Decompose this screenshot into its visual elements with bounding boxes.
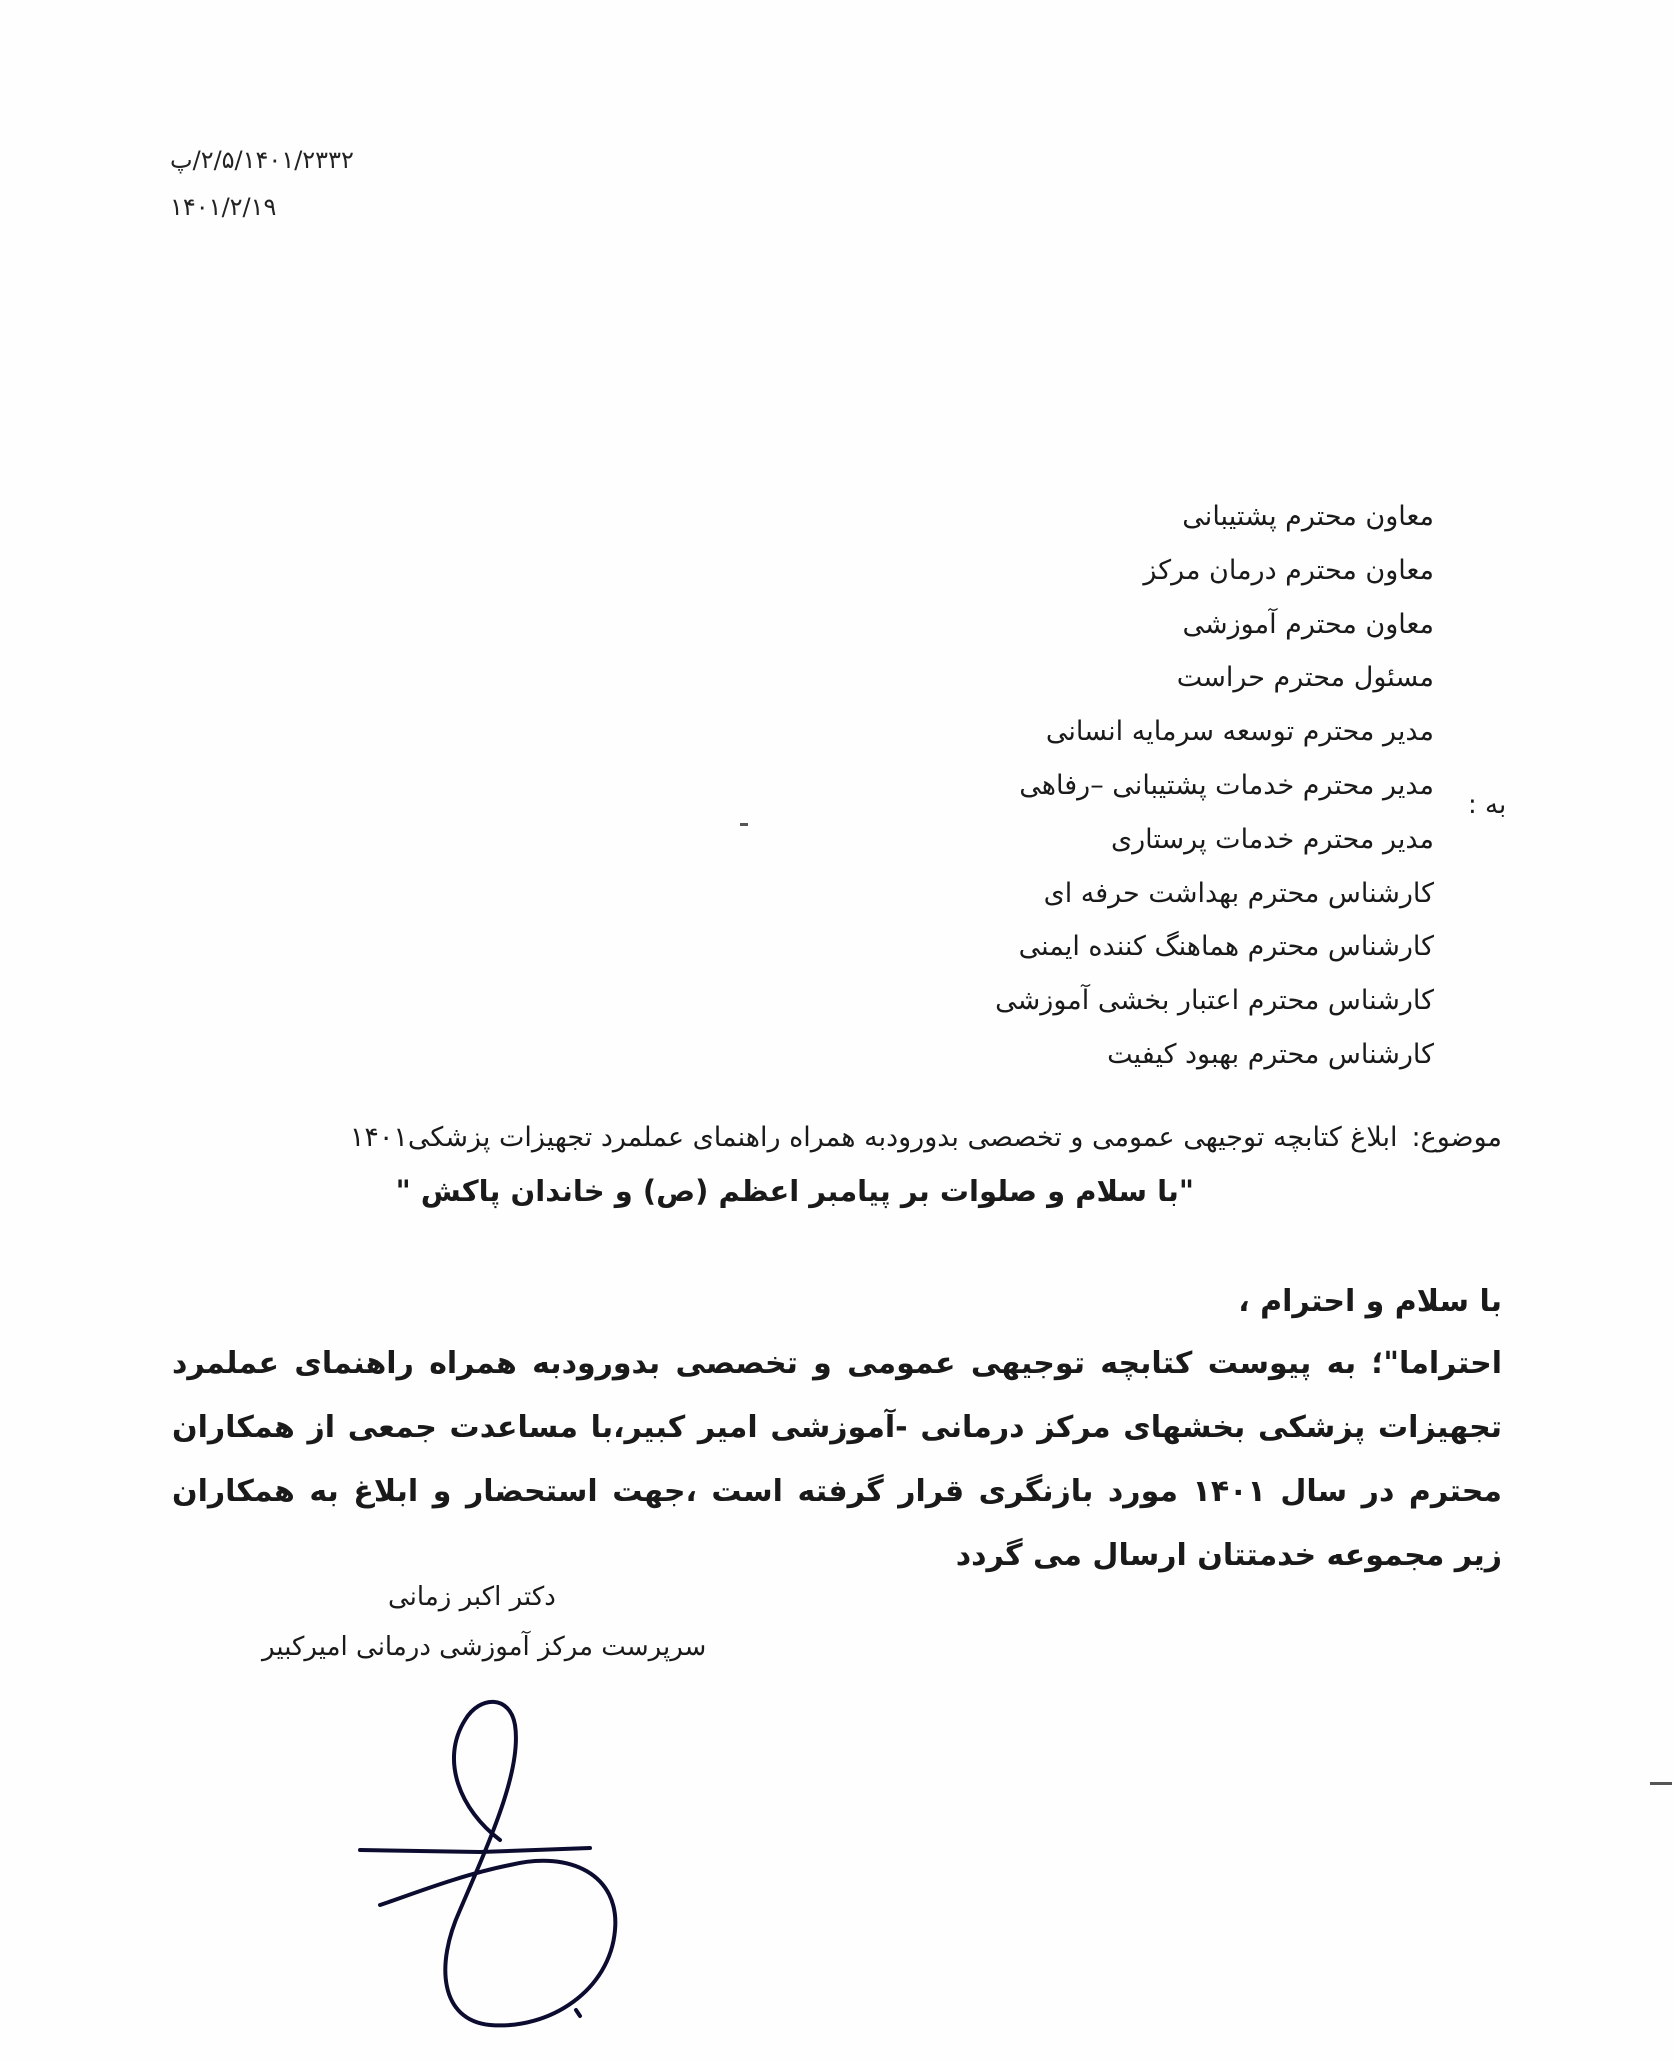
recipient-item: مسئول محترم حراست — [1176, 662, 1434, 694]
letter-date: ۱۴۰۱/۲/۱۹ — [170, 193, 277, 221]
recipient-item: معاون محترم پشتیبانی — [1182, 501, 1434, 532]
recipient-item: کارشناس محترم بهبود کیفیت — [1107, 1038, 1434, 1070]
subject-label: موضوع: — [1411, 1122, 1502, 1153]
handwritten-signature — [340, 1690, 660, 2040]
scan-artifact — [740, 823, 748, 826]
religious-salutation: "با سلام و صلوات بر پیامبر اعظم (ص) و خاندان پاکش " — [395, 1174, 1194, 1208]
reference-number: ۲/۵/۱۴۰۱/۲۳۳۲/پ — [170, 146, 354, 174]
recipient-item: مدیر محترم توسعه سرمایه انسانی — [1045, 716, 1434, 748]
recipient-item: کارشناس محترم بهداشت حرفه ای — [1043, 877, 1434, 909]
subject-text: ابلاغ کتابچه توجیهی عمومی و تخصصی بدورودبه همراه راهنمای عملمرد تجهیزات پزشکی۱۴۰۱ — [349, 1122, 1398, 1153]
recipient-item: معاون محترم درمان مرکز — [1143, 554, 1434, 586]
signatory-name: دکتر اکبر زمانی — [388, 1582, 556, 1612]
recipient-list — [995, 490, 1434, 1082]
recipient-item: معاون محترم آموزشی — [1182, 608, 1434, 640]
recipient-item: کارشناس محترم اعتبار بخشی آموزشی — [995, 985, 1434, 1017]
subject-line — [350, 1122, 1502, 1153]
to-label: به : — [1468, 790, 1507, 820]
recipient-item: مدیر محترم خدمات پشتیبانی –رفاهی — [1019, 769, 1434, 801]
recipient-item: کارشناس محترم هماهنگ کننده ایمنی — [1018, 931, 1434, 963]
letter-body: احتراما"؛ به پیوست کتابچه توجیهی عمومی و تخصصی بدورودبه همراه راهنمای عملمرد تجهیزات پزشکی بخشهای مرکز درمانی -آموزشی امیر کبیر،با مساعدت جمعی از همکاران محترم در سال ۱۴۰۱ مورد بازنگری قرار گرفته است ،جهت استحضار و ابلاغ به همکاران زیر مجموعه خدمتتان ارسال می گردد — [172, 1346, 1503, 1573]
scan-artifact — [1650, 1782, 1672, 1785]
recipient-item: مدیر محترم خدمات پرستاری — [1111, 823, 1434, 855]
greeting: با سلام و احترام ، — [1238, 1284, 1502, 1319]
signatory-title: سرپرست مرکز آموزشی درمانی امیرکبیر — [262, 1632, 707, 1662]
